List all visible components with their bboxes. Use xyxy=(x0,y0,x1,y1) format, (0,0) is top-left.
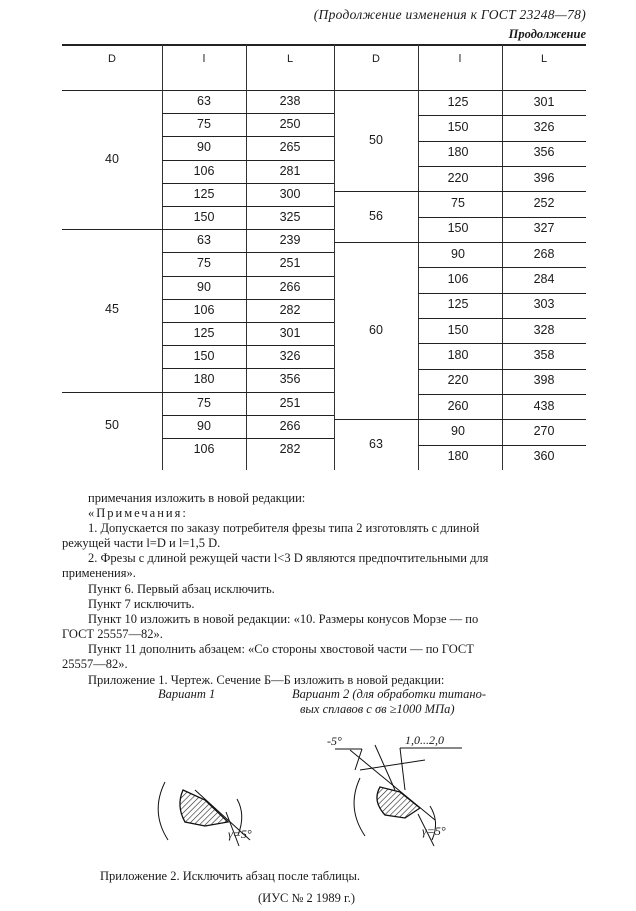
item-10-line1: Пункт 10 изложить в новой редакции: «10. Размеры конусов Морзе — по xyxy=(88,612,479,626)
cell-l: 260 xyxy=(447,398,469,413)
cell-L: 325 xyxy=(279,210,301,224)
cell-l: 150 xyxy=(193,349,215,364)
cell-L: 301 xyxy=(533,94,555,109)
column-header: D xyxy=(372,53,380,65)
cell-L: 266 xyxy=(279,418,301,433)
cell-L: 281 xyxy=(279,163,301,178)
cell-l: 90 xyxy=(197,279,211,294)
cell-L: 326 xyxy=(279,349,301,364)
cell-l: 90 xyxy=(197,140,211,155)
cell-L: 326 xyxy=(533,120,555,134)
cell-l: 125 xyxy=(193,186,215,201)
cell-l: 75 xyxy=(197,395,211,410)
item-11-line1: Пункт 11 дополнить абзацем: «Со стороны хвостовой части — по ГОСТ xyxy=(88,642,474,656)
cell-L: 303 xyxy=(533,297,555,312)
cell-l: 90 xyxy=(451,424,465,438)
cell-l: 125 xyxy=(447,297,469,312)
cell-L: 251 xyxy=(279,395,301,410)
note-1-line1: 1. Допускается по заказу потребителя фрезы типа 2 изготовлять с длиной xyxy=(88,521,480,535)
column-header: D xyxy=(108,53,116,65)
cell-L: 266 xyxy=(279,279,301,294)
gamma-angle-variant1: γ=5° xyxy=(228,827,252,841)
cell-L: 356 xyxy=(279,372,301,387)
cell-l: 125 xyxy=(447,94,469,109)
notes-heading: «Примечания: xyxy=(88,506,188,520)
cell-L: 396 xyxy=(533,170,555,185)
column-header: l xyxy=(458,53,462,65)
cell-L: 265 xyxy=(279,140,301,155)
cell-l: 150 xyxy=(193,210,215,224)
cell-l: 180 xyxy=(447,449,469,464)
item-6: Пункт 6. Первый абзац исключить. xyxy=(88,582,275,596)
cell-D: 50 xyxy=(105,418,119,433)
cell-l: 180 xyxy=(447,348,469,362)
chamfer-range-label: 1,0...2,0 xyxy=(405,733,444,747)
cell-L: 360 xyxy=(533,449,555,464)
column-header: l xyxy=(202,53,206,65)
cell-L: 250 xyxy=(279,117,301,132)
cell-L: 238 xyxy=(279,94,301,108)
angle-minus-5-label: -5° xyxy=(327,734,342,748)
continuation-title: (Продолжение изменения к ГОСТ 23248—78) xyxy=(313,7,586,22)
cell-L: 301 xyxy=(279,326,301,340)
appendix-2: Приложение 2. Исключить абзац после таблицы. xyxy=(100,869,360,883)
variant-1-label: Вариант 1 xyxy=(158,687,216,701)
cell-l: 220 xyxy=(447,373,469,388)
cell-l: 180 xyxy=(447,145,469,160)
cell-L: 270 xyxy=(533,424,555,438)
cell-L: 358 xyxy=(533,348,555,362)
cell-l: 106 xyxy=(193,442,215,456)
variant-2-label-line1: Вариант 2 (для обработки титано- xyxy=(292,687,487,701)
variant-2-label-line2: вых сплавов с σв ≥1000 МПа) xyxy=(300,702,455,716)
cell-l: 106 xyxy=(447,272,469,286)
cell-l: 106 xyxy=(193,302,215,317)
cell-L: 252 xyxy=(533,196,555,210)
cell-D: 60 xyxy=(369,322,383,337)
cell-L: 284 xyxy=(533,272,555,286)
cell-L: 268 xyxy=(533,246,555,261)
item-11-line2: 25557—82». xyxy=(62,657,128,671)
footer-issue: (ИУС № 2 1989 г.) xyxy=(258,891,356,905)
cell-L: 328 xyxy=(533,322,555,337)
cell-l: 106 xyxy=(193,163,215,178)
cell-L: 438 xyxy=(533,398,555,413)
note-1-line2: режущей части l=D и l=1,5 D. xyxy=(62,536,221,550)
note-2-line2: применения». xyxy=(62,566,136,580)
cell-l: 150 xyxy=(447,221,469,236)
cell-D: 63 xyxy=(369,436,383,451)
cell-l: 150 xyxy=(447,322,469,337)
cell-L: 239 xyxy=(279,233,301,248)
column-header: L xyxy=(540,53,548,65)
note-2-line1: 2. Фрезы с длиной режущей части l<3 D являются предпочтительными для xyxy=(88,551,489,565)
cell-l: 75 xyxy=(197,117,211,132)
cell-l: 75 xyxy=(197,256,211,271)
cell-l: 220 xyxy=(447,170,469,185)
gamma-angle-variant2: γ=5° xyxy=(422,824,446,838)
cell-L: 398 xyxy=(533,373,555,388)
cell-l: 90 xyxy=(197,418,211,433)
cell-l: 63 xyxy=(197,94,211,108)
appendix-1: Приложение 1. Чертеж. Сечение Б—Б изложить в новой редакции: xyxy=(88,673,445,687)
cell-l: 63 xyxy=(197,233,211,248)
cell-D: 50 xyxy=(369,132,383,147)
cell-l: 75 xyxy=(451,196,465,210)
item-7: Пункт 7 исключить. xyxy=(88,597,195,611)
cell-L: 282 xyxy=(279,302,301,317)
cell-D: 45 xyxy=(105,302,119,317)
cell-D: 40 xyxy=(105,151,119,166)
cell-L: 300 xyxy=(279,186,301,201)
item-10-line2: ГОСТ 25557—82». xyxy=(62,627,163,641)
paragraph-intro: примечания изложить в новой редакции: xyxy=(88,491,306,505)
cell-L: 327 xyxy=(533,221,555,236)
cell-l: 125 xyxy=(193,326,215,340)
continuation-label: Продолжение xyxy=(508,27,586,41)
cell-D: 56 xyxy=(369,208,383,223)
cell-l: 180 xyxy=(193,372,215,387)
cell-L: 282 xyxy=(279,442,301,456)
column-header: L xyxy=(286,53,294,65)
cell-L: 251 xyxy=(279,256,301,271)
cell-l: 90 xyxy=(451,246,465,261)
cell-l: 150 xyxy=(447,120,469,134)
cell-L: 356 xyxy=(533,145,555,160)
